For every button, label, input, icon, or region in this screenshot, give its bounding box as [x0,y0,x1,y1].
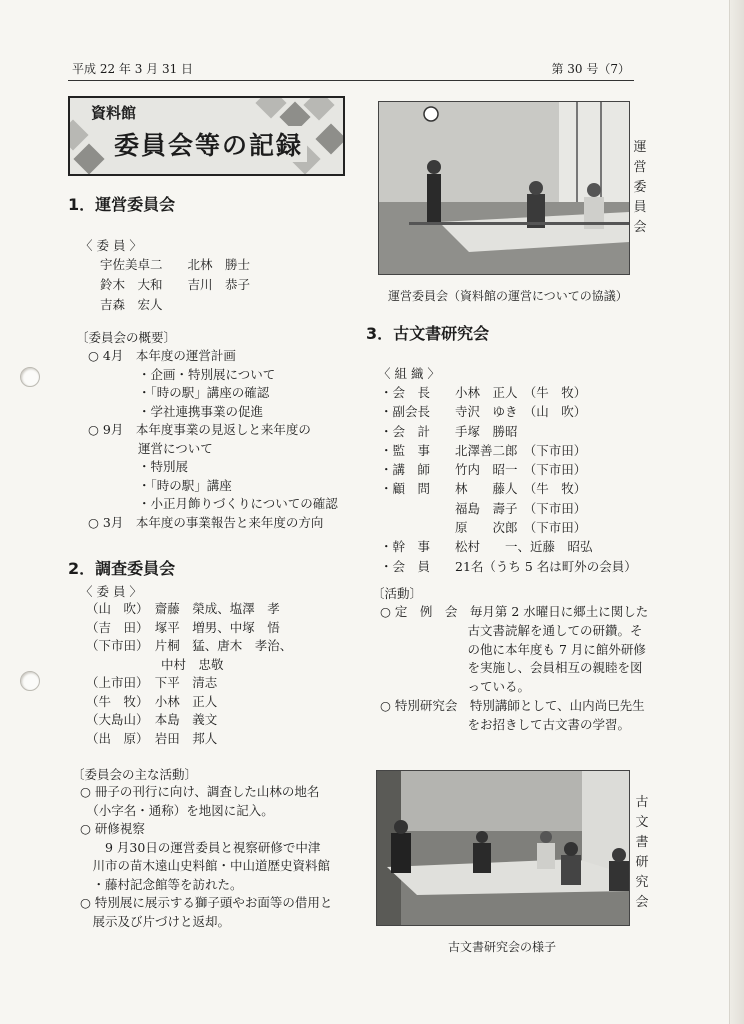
issue-number: 第 30 号（7） [551,62,630,76]
summary-line: ・特別展 [88,459,189,474]
side-char: 古 [635,795,649,810]
side-char: 文 [635,815,649,830]
activities-label: 〔活動〕 [372,586,423,601]
photo-caption: 古文書研究会の様子 [448,940,557,954]
title-small: 資料館 [88,102,139,123]
meeting-photo-illustration [379,102,629,274]
summary-line: ・企画・特別展について [88,366,276,382]
side-char: 会 [635,895,649,910]
issue-date: 平成 22 年 3 月 31 日 [72,62,194,76]
activity-line: ○ 研修視察 [80,821,145,836]
summary-line: ○ 4月 本年度の運営計画 [88,348,236,363]
activity-line: （小字名・通称）を地図に記入。 [80,802,274,818]
section-heading: 3．古文書研究会 [366,324,490,343]
member-line: （牛 牧） 小林 正人 [86,693,218,709]
activity-line: を実施し、会員相互の親睦を図 [380,660,643,676]
title-banner [68,96,345,176]
summary-line: ○ 9月 本年度事業の見返しと来年度の [88,422,311,437]
section-heading: 1．運営委員会 [68,195,176,214]
activity-line: ○ 定 例 会 毎月第 2 水曜日に郷土に関した [380,604,649,619]
activity-line: 川市の苗木遠山史料館・中山道歴史資料館 [80,858,331,873]
member-line: （山 吹） 齋藤 榮成、塩澤 孝 [86,601,280,616]
org-line: ・顧 問 林 藤人 （牛 牧） [380,481,587,497]
photo-caption: 運営委員会（資料館の運営についての協議） [388,289,628,303]
org-line: ・副会長 寺沢 ゆき （山 吹） [380,404,587,420]
member-line: 中村 忠敬 [86,656,224,672]
activity-line: の他に本年度も 7 月に館外研修 [380,641,646,657]
summary-line: ・学社連携事業の促進 [88,403,264,419]
members-label: 〈 委 員 〉 [80,238,142,253]
member-line: （出 原） 岩田 邦人 [86,730,218,746]
activity-line: ○ 特別研究会 特別講師として、山内尚巳先生 [380,697,645,713]
member-line: （下市田） 片桐 猛、唐木 孝治、 [86,638,293,653]
activity-line: ○ 冊子の刊行に向け、調査した山林の地名 [80,784,320,799]
study-group-photo [376,770,630,926]
summary-label: 〔委員会の概要〕 [76,330,177,345]
activity-line: 展示及び片づけと返却。 [80,913,231,929]
side-char: 究 [635,875,649,890]
side-char: 員 [633,200,647,215]
org-list [380,383,637,576]
members-label: 〈 委 員 〉 [80,584,142,599]
activity-line: っている。 [380,679,531,695]
activity-line: ○ 特別展に展示する獅子頭やお面等の借用と [80,895,333,910]
org-line: ・幹 事 松村 一、近藤 昭弘 [380,539,593,555]
activities-list [380,603,648,735]
org-label: 〈 組 織 〉 [378,366,440,381]
summary-line: ・「時の駅」講座 [88,477,232,493]
side-char: 委 [633,180,647,195]
summary-line: 運営について [88,440,213,456]
side-char: 営 [633,160,647,175]
org-line: ・会 長 小林 正人 （牛 牧） [380,385,587,400]
activities-list [80,783,332,931]
side-char: 運 [633,140,647,155]
member-line: 鈴木 大和 吉川 恭子 [100,277,251,292]
member-line: 宇佐美卓二 北林 勝士 [100,257,251,272]
side-char: 研 [635,855,649,870]
summary-line: ○ 3月 本年度の事業報告と来年度の方向 [88,514,324,530]
summary-line: ・「時の駅」講座の確認 [88,385,270,400]
org-line: ・会 員 21名（うち 5 名は町外の会員） [380,558,637,574]
section-heading: 2．調査委員会 [68,559,176,578]
summary-line: ・小正月飾りづくりについての確認 [88,496,338,511]
study-group-photo-illustration [377,771,629,925]
org-line: ・講 師 竹内 昭一 （下市田） [380,462,587,478]
punch-hole-top [20,367,40,387]
side-char: 書 [635,835,649,850]
org-line: 福島 壽子 （下市田） [380,500,587,516]
activity-line: をお招きして古文書の学習。 [380,716,631,732]
page-header [68,60,634,81]
side-char: 会 [633,220,647,235]
photo-side-label [632,138,648,238]
members-list [86,600,292,748]
activity-line: ・藤村記念館等を訪れた。 [80,876,243,892]
page-edge [729,0,744,1024]
meeting-photo [378,101,630,275]
member-line: （大島山） 本島 義文 [86,712,218,727]
punch-hole-bottom [20,671,40,691]
summary-list [88,347,338,532]
photo-side-label [634,793,650,913]
activity-line: 古文書読解を通しての研鑽。そ [380,622,643,638]
activity-line: 9 月30日の運営委員と視察研修で中津 [80,839,321,855]
org-line: ・会 計 手塚 勝昭 [380,423,518,439]
page-title: 委員会等の記録 [110,126,307,162]
activities-label: 〔委員会の主な活動〕 [72,767,198,782]
member-line: （上市田） 下平 清志 [86,675,218,690]
member-line: 吉森 宏人 [100,297,163,312]
org-line: ・監 事 北澤善二郎 （下市田） [380,442,587,458]
org-line: 原 次郎 （下市田） [380,520,587,536]
member-line: （吉 田） 塚平 増男、中塚 悟 [86,619,280,635]
